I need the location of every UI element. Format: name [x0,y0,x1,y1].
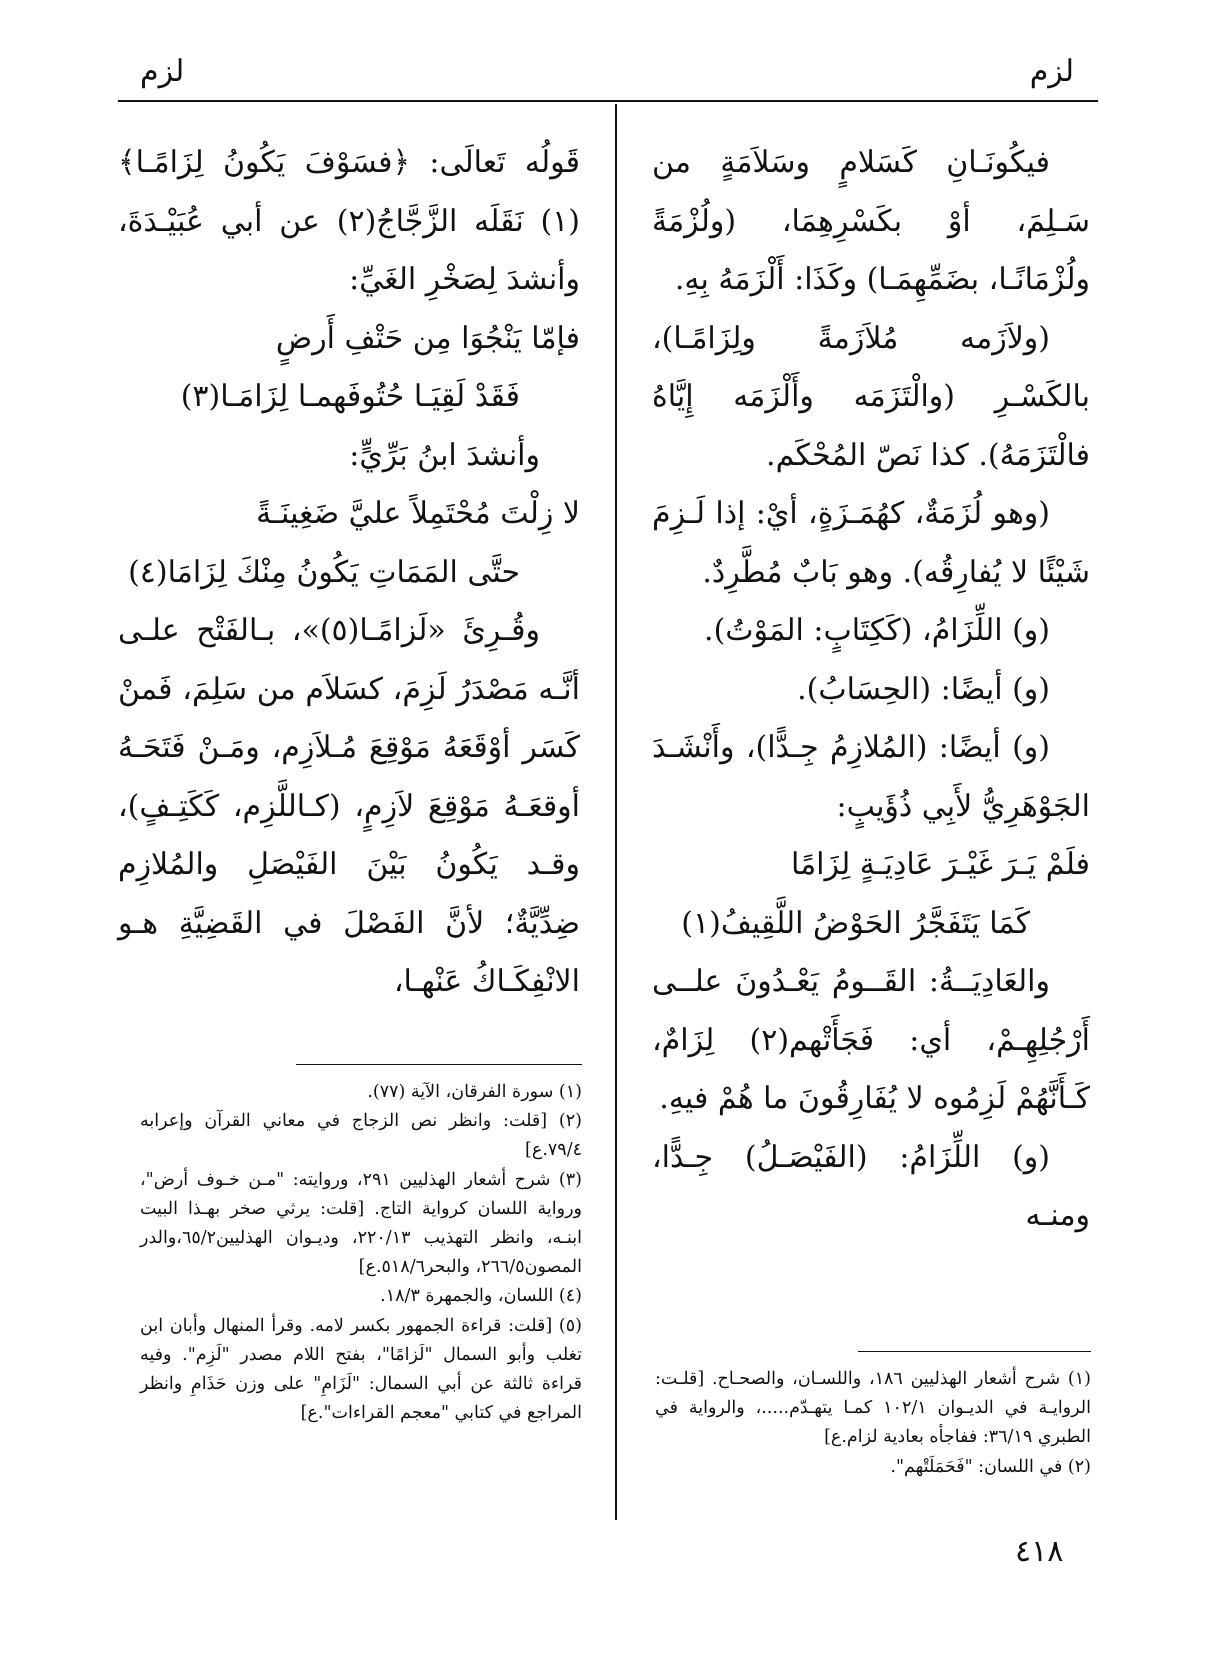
verse-line: فإمّا يَنْجُوَا مِن حَتْفِ أَرضٍ [275,320,580,356]
running-head-right: لزم [1029,54,1074,89]
paragraph: قَولُه تَعالَى: ﴿فسَوْفَ يَكُونُ لِزَامًـا﴾(١) نَقَلَه الزَّجَّاجُ(٢) عن أبي عُبَيْـدَةَ، وأنشدَ لِصَخْرِ الغَيِّ: [118,145,581,297]
paragraph: وقُـرِئَ «لَزامًـا(٥)»، بـالفَتْح علـى أنَّـه مَصْدَرُ لَزِمَ، كسَلاَم من سَلِمَ، فَمنْ كَسَر أوْقَعَهُ مَوْقِعَ مُـلاَزِم، ومَـنْ فَتَحَـهُ أوقعَـهُ مَوْقِعَ لاَزِمٍ، (كـاللَّزِم، كَكَتِـفٍ)، وقـد يَكُونُ بَيْنَ الفَيْصَلِ والمُلازِم ضِدِّيَّةٌ؛ لأنَّ الفَصْلَ في القَضِيَّةِ هـو الانْفِكَـاكُ عَنْهـا، [118,613,580,999]
footnotes-left [140,1078,582,1428]
footnote: (١) شرح أشعار الهذليين ١٨٦، واللسـان، والصحـاح. [قلـت: الروايـة في الديـوان ١٠٢/١ كمـا يتهـدّم.....، والرواية في الطبري ٣٦/١٩: ففاجأه بعادية لزام.ع] [655,1369,1091,1448]
footnote: (٢) في اللسان: "فَحَمَلَتْهم". [890,1456,1091,1477]
footnote: (٢) [قلت: وانظر نص الزجاج في معاني القرآن وإعرابه ٧٩/٤.ع] [140,1111,582,1161]
page-number: ٤١٨ [1015,1534,1064,1569]
paragraph: (و) اللِّزَامُ، (كَكِتَابٍ: المَوْتُ). [704,613,1050,648]
column-divider [615,104,617,1520]
footnote-rule-left [296,1064,582,1065]
running-head-left: لزم [140,54,185,89]
paragraph: (ولاَزَمه مُلاَزَمةً ولِزَامًـا)، بالكَسْـرِ (والْتَزَمَه وأَلْزَمَه إِيَّاهُ فالْتَزَمَهُ). كذا نَصّ المُحْكَم. [652,320,1090,473]
footnote: (١) سورة الفرقان، الآية (٧٧). [367,1082,582,1102]
left-column-text [118,134,580,1012]
footnote: (٤) اللسان، والجمهرة ١٨/٣. [380,1286,582,1307]
paragraph: (و) أيضًا: (المُلازِمُ جِـدًّا)، وأَنْشَـدَ الجَوْهَرِيُّ لأَبِي ذُؤَيبٍ: [652,730,1090,824]
verse-line: حتَّى المَمَاتِ يَكُونُ مِنْكَ لِزَامَا(٤) [128,554,520,590]
footnote-rule-right [858,1351,1091,1352]
paragraph: (و) أيضًا: (الحِسَابُ). [797,671,1050,707]
right-column-text [652,134,1090,1246]
paragraph: والعَادِيَــةُ: القَــومُ يَعْـدُونَ علــى أَرْجُلِهِـمْ، أي: فَجَأَتْهم(٢) لِزَامٌ، كَـأَنَّهُمْ لَزِمُوه لا يُفَارِقُونَ ما هُمْ فيهِ. [652,964,1090,1116]
paragraph: فيكُونَـانِ كَسَلامٍ وسَلاَمَةٍ من سَـلِمَ، أوْ بكَسْرِهِمَا، (ولُزْمَةً ولُزْمَانًـا، بضَمِّهِمَـا) وكَذَا: أَلْزَمَهُ بِهِ. [652,145,1090,297]
paragraph: (وهو لُزَمَةٌ، كهُمَـزَةٍ، أيْ: إذا لَـزِمَ شَيْئًا لا يُفارِقُه). وهو بَابٌ مُطَّرِدٌ. [652,496,1090,590]
footnotes-right [655,1365,1091,1482]
footnote: (٣) شرح أشعار الهذليين ٢٩١، وروايته: "مـن خـوف أرض"، ورواية اللسان كرواية التاج. [قلت: يرثي صخر بهـذا البيت ابنـه، وانظر التهذيب ٢٢٠/١٣، وديـوان الهذليين٦٥/٢،والدر المصون٢٦٦/٥، والبحر٥١٨/٦.ع] [140,1169,582,1278]
verse-line: لا زِلْتَ مُحْتَمِلاً عليَّ ضَغِينَـةً [256,496,580,531]
paragraph: (و) اللِّزَامُ: (الفَيْصَـلُ) جِـدًّا، ومنـه [652,1139,1090,1233]
verse-line: فلَمْ يَـرَ غَيْـرَ عَادِيَـةٍ لِزَامًا [790,847,1090,882]
header-rule [118,100,1098,102]
verse-line: كَمَا يَتَفَجَّرُ الحَوْضُ اللَّقِيفُ(١) [681,905,1030,941]
verse-line: فَقَدْ لَقِيَـا حُتُوفَهمـا لِزَامَـا(٣) [180,379,520,414]
footnote: (٥) [قلت: قراءة الجمهور بكسر لامه. وقرأ المنهال وأبان ابن تغلب وأبو السمال "لَزامًا"، بفتح اللام مصدر "لَزِم". وفيه قراءة ثالثة عن أبي السمال: "لَزَامِ" على وزن حَذَامِ وانظر المراجع في كتابي "معجم القراءات".ع] [140,1315,582,1424]
paragraph: وأنشدَ ابنُ بَرِّيٍّ: [349,437,540,473]
